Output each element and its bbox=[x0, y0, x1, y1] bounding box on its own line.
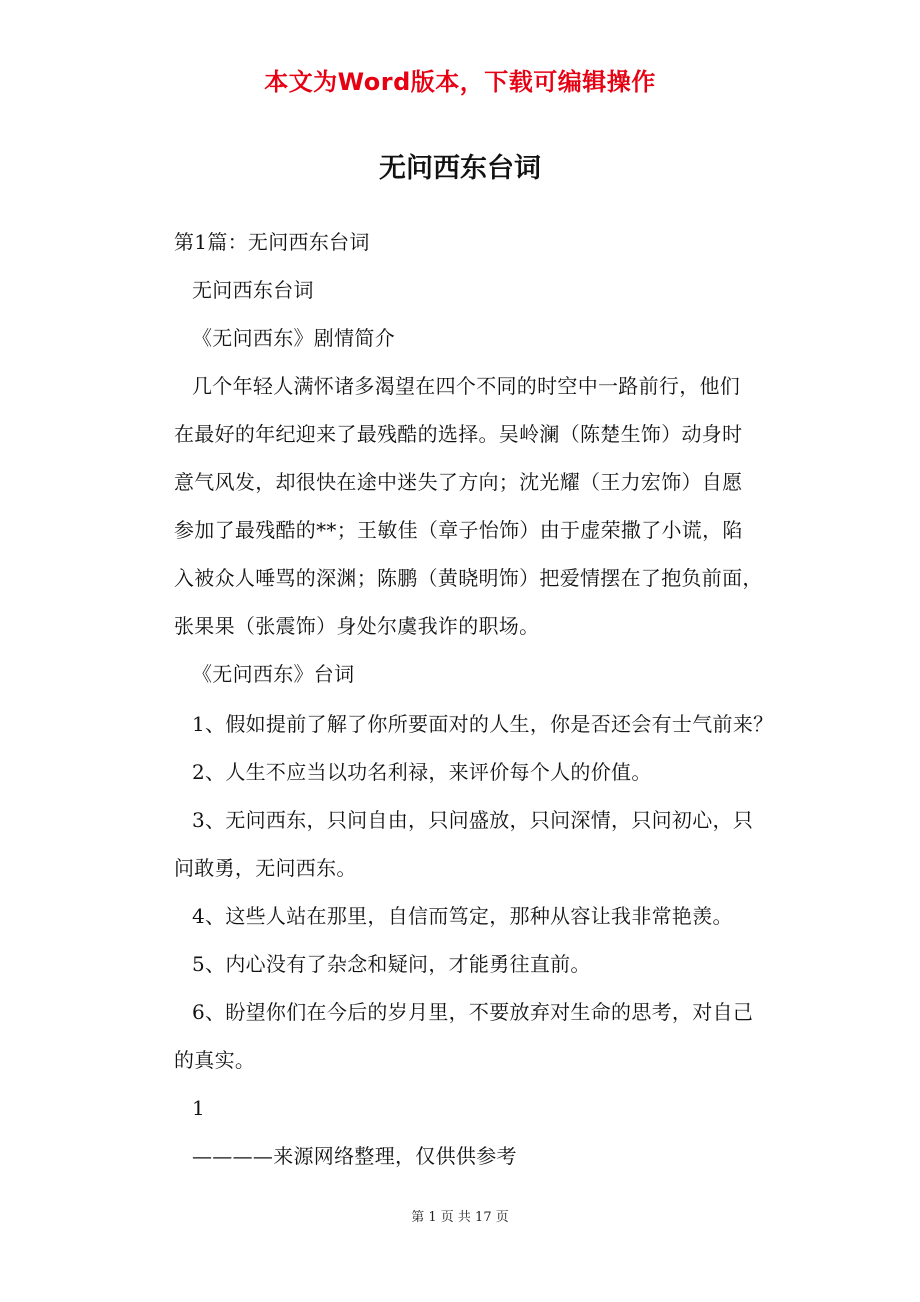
section-heading-synopsis: 《无问西东》剧情简介 bbox=[192, 326, 395, 350]
inline-page-number: 1 bbox=[192, 1096, 206, 1120]
synopsis-line: 在最好的年纪迎来了最残酷的选择。吴岭澜（陈楚生饰）动身时 bbox=[174, 422, 743, 446]
synopsis-line: 入被众人唾骂的深渊；陈鹏（黄晓明饰）把爱情摆在了抱负前面， bbox=[174, 566, 763, 590]
chapter-heading: 第1篇：无问西东台词 bbox=[174, 230, 370, 254]
quote-line: 5、内心没有了杂念和疑问，才能勇往直前。 bbox=[192, 952, 591, 976]
synopsis-line: 张果果（张震饰）身处尔虞我诈的职场。 bbox=[174, 614, 540, 638]
synopsis-line: 意气风发，却很快在途中迷失了方向；沈光耀（王力宏饰）自愿 bbox=[174, 470, 743, 494]
quote-line: 4、这些人站在那里，自信而笃定，那种从容让我非常艳羡。 bbox=[192, 904, 733, 928]
quote-line: 6、盼望你们在今后的岁月里，不要放弃对生命的思考，对自己 bbox=[192, 1000, 754, 1024]
source-note: ————来源网络整理，仅供供参考 bbox=[192, 1144, 517, 1168]
quote-line: 问敢勇，无问西东。 bbox=[174, 856, 357, 880]
quote-line: 3、无问西东，只问自由，只问盛放，只问深情，只问初心，只 bbox=[192, 808, 754, 832]
document-title: 无问西东台词 bbox=[379, 153, 541, 184]
section-heading-quotes: 《无问西东》台词 bbox=[192, 662, 355, 686]
word-version-banner: 本文为Word版本，下载可编辑操作 bbox=[264, 68, 656, 96]
synopsis-line: 参加了最残酷的**；王敏佳（章子怡饰）由于虚荣撒了小谎，陷 bbox=[174, 518, 743, 542]
page-footer: 第 1 页 共 17 页 bbox=[411, 1210, 509, 1225]
synopsis-line: 几个年轻人满怀诸多渴望在四个不同的时空中一路前行，他们 bbox=[192, 374, 741, 398]
quote-line: 的真实。 bbox=[174, 1048, 256, 1072]
quote-line: 2、人生不应当以功名利禄，来评价每个人的价值。 bbox=[192, 760, 652, 784]
subtitle-line: 无问西东台词 bbox=[192, 278, 314, 302]
quote-line: 1、假如提前了解了你所要面对的人生，你是否还会有士气前来？ bbox=[192, 712, 774, 736]
